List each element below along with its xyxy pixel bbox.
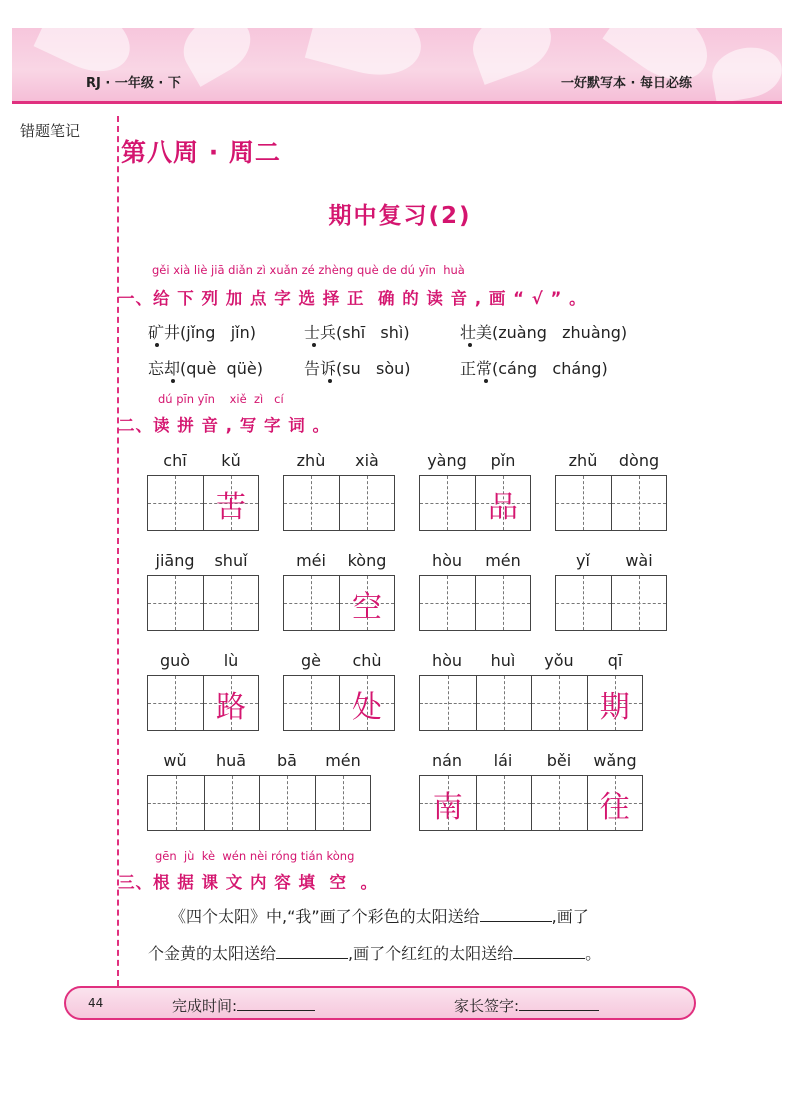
emphasis-dot [328, 379, 332, 383]
given-character: 苦 [215, 490, 246, 525]
grid-pinyin: hòu [431, 651, 463, 670]
section1-pinyin: gěi xià liè jiā diǎn zì xuǎn zé zhèng què de dú yīn huà [152, 263, 465, 277]
writing-cell[interactable] [556, 576, 611, 630]
writing-cell[interactable] [556, 476, 611, 530]
writing-cell[interactable] [531, 676, 587, 730]
grid-pinyin: gè [301, 651, 321, 670]
choice-item: 士兵(shī shì) [304, 323, 410, 342]
writing-cell[interactable] [339, 576, 394, 630]
sentence-text: 《四个太阳》中,“我”画了个彩色的太阳送给 [170, 907, 480, 926]
writing-cell[interactable] [148, 576, 203, 630]
emphasis-dot [171, 379, 175, 383]
given-character: 南 [432, 790, 463, 825]
writing-cell[interactable] [611, 576, 666, 630]
lesson-title: 期中复习(2) [328, 203, 472, 229]
writing-cell[interactable] [259, 776, 315, 830]
writing-cell[interactable] [420, 576, 475, 630]
writing-cell[interactable] [475, 476, 530, 530]
completion-time-field[interactable] [237, 996, 315, 1011]
writing-cell[interactable] [420, 776, 476, 830]
page-number: 44 [88, 996, 104, 1010]
writing-cell[interactable] [284, 676, 339, 730]
grid-pinyin: huā [215, 751, 247, 770]
grid-pinyin: wǎng [593, 751, 637, 770]
grid-pinyin: kòng [347, 551, 387, 570]
writing-cell[interactable] [339, 676, 394, 730]
choice-item: 矿井(jǐng jǐn) [148, 323, 256, 342]
given-character: 空 [351, 590, 382, 625]
given-character: 期 [599, 690, 630, 725]
writing-cell[interactable] [284, 576, 339, 630]
grid-pinyin: yǐ [576, 551, 590, 570]
sentence-text: ,画了个红红的太阳送给 [348, 944, 514, 963]
choice-item: 壮美(zuàng zhuàng) [460, 323, 628, 342]
margin-divider [117, 116, 119, 986]
grid-pinyin: xià [355, 451, 379, 470]
mistake-notes-label: 错题笔记 [20, 122, 81, 140]
sentence-text: 。 [585, 944, 602, 963]
completion-time [172, 995, 315, 1016]
writing-cell[interactable] [420, 676, 476, 730]
tianzige-grid [419, 475, 531, 531]
section3-heading: 三、根 据 课 文 内 容 填 空 。 [118, 873, 378, 892]
header-grade: RJ · 一年级 · 下 [86, 76, 181, 91]
choice-item: 告诉(su sòu) [304, 359, 411, 378]
tianzige-grid [419, 575, 531, 631]
grid-pinyin: shuǐ [214, 551, 248, 570]
section2-pinyin: dú pīn yīn xiě zì cí [158, 392, 284, 406]
grid-pinyin: zhù [296, 451, 326, 470]
grid-pinyin: pǐn [490, 451, 516, 470]
grid-pinyin: dòng [618, 451, 660, 470]
fill-sentence-2 [148, 941, 601, 964]
writing-cell[interactable] [476, 676, 532, 730]
footer-bar [64, 986, 696, 1020]
tianzige-grid [147, 575, 259, 631]
tianzige-grid [283, 475, 395, 531]
grid-pinyin: yàng [427, 451, 467, 470]
writing-cell[interactable] [339, 476, 394, 530]
tianzige-grid [555, 575, 667, 631]
grid-pinyin: zhǔ [568, 451, 598, 470]
grid-pinyin: mén [485, 551, 521, 570]
writing-cell[interactable] [587, 676, 643, 730]
parent-signature-label: 家长签字: [454, 997, 520, 1015]
tianzige-grid [419, 675, 643, 731]
writing-cell[interactable] [204, 776, 260, 830]
fill-sentence-1 [170, 904, 589, 927]
choice-item: 忘却(què qüè) [148, 359, 263, 378]
tianzige-grid [147, 775, 371, 831]
grid-pinyin: lái [493, 751, 513, 770]
writing-cell[interactable] [203, 576, 258, 630]
emphasis-dot [155, 343, 159, 347]
writing-cell[interactable] [420, 476, 475, 530]
given-character: 路 [215, 690, 246, 725]
answer-blank[interactable] [480, 907, 552, 922]
grid-pinyin: guò [159, 651, 191, 670]
tianzige-grid [283, 575, 395, 631]
writing-cell[interactable] [475, 576, 530, 630]
grid-pinyin: běi [546, 751, 572, 770]
writing-cell[interactable] [203, 476, 258, 530]
tianzige-grid [419, 775, 643, 831]
tianzige-grid [147, 675, 259, 731]
writing-cell[interactable] [203, 676, 258, 730]
tianzige-grid [147, 475, 259, 531]
writing-cell[interactable] [284, 476, 339, 530]
writing-cell[interactable] [531, 776, 587, 830]
emphasis-dot [484, 379, 488, 383]
header-rule [12, 101, 782, 104]
parent-signature-field[interactable] [519, 996, 599, 1011]
tianzige-grid [283, 675, 395, 731]
parent-signature [454, 995, 599, 1016]
petal-decoration [708, 42, 782, 103]
emphasis-dot [468, 343, 472, 347]
section3-pinyin: gēn jù kè wén nèi róng tián kòng [155, 849, 355, 863]
writing-cell[interactable] [148, 776, 204, 830]
grid-pinyin: kǔ [221, 451, 241, 470]
completion-time-label: 完成时间: [172, 997, 238, 1015]
grid-pinyin: huì [490, 651, 516, 670]
grid-pinyin: jiāng [155, 551, 195, 570]
grid-pinyin: yǒu [544, 651, 574, 670]
given-character: 处 [351, 690, 382, 725]
week-title: 第八周 · 周二 [121, 138, 281, 167]
sentence-text: ,画了 [551, 907, 589, 926]
grid-pinyin: méi [296, 551, 326, 570]
answer-blank[interactable] [513, 944, 585, 959]
petal-decoration [464, 28, 560, 85]
writing-cell[interactable] [148, 676, 203, 730]
grid-pinyin: mén [325, 751, 361, 770]
grid-pinyin: wǔ [163, 751, 187, 770]
writing-cell[interactable] [148, 476, 203, 530]
section2-heading: 二、读 拼 音 , 写 字 词 。 [118, 416, 330, 435]
grid-pinyin: nán [431, 751, 463, 770]
header-banner [12, 28, 782, 104]
writing-cell[interactable] [476, 776, 532, 830]
petal-decoration [173, 28, 261, 87]
petal-decoration [305, 28, 429, 86]
writing-cell[interactable] [315, 776, 371, 830]
header-series: 一好默写本 · 每日必练 [561, 76, 692, 91]
writing-cell[interactable] [611, 476, 666, 530]
sentence-text: 个金黄的太阳送给 [148, 944, 277, 963]
grid-pinyin: chù [352, 651, 382, 670]
grid-pinyin: qī [607, 651, 623, 670]
choice-item: 正常(cáng cháng) [460, 359, 608, 378]
grid-pinyin: bā [277, 751, 297, 770]
emphasis-dot [312, 343, 316, 347]
grid-pinyin: lù [223, 651, 239, 670]
writing-cell[interactable] [587, 776, 643, 830]
answer-blank[interactable] [276, 944, 348, 959]
grid-pinyin: wài [625, 551, 653, 570]
grid-pinyin: chī [163, 451, 187, 470]
section1-heading: 一、给 下 列 加 点 字 选 择 正 确 的 读 音 , 画 “ √ ” 。 [118, 289, 587, 308]
given-character: 往 [599, 790, 630, 825]
tianzige-grid [555, 475, 667, 531]
grid-pinyin: hòu [431, 551, 463, 570]
given-character: 品 [487, 490, 518, 525]
